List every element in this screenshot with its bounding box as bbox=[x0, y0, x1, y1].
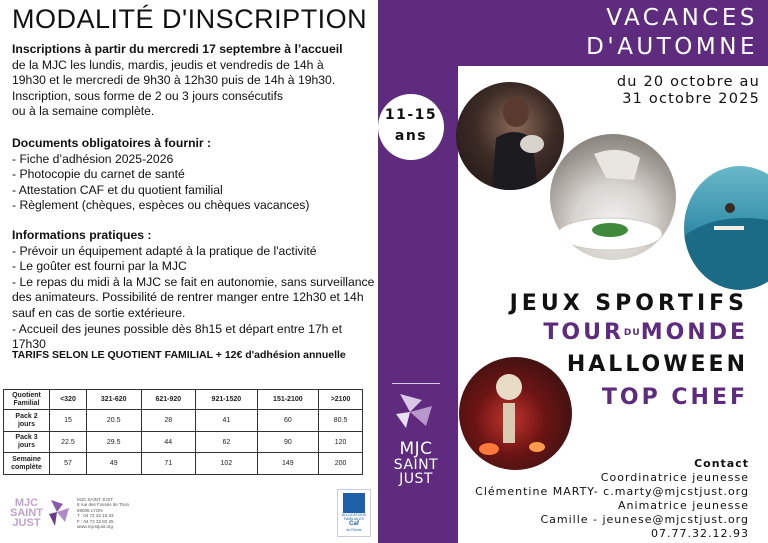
document-item: - Attestation CAF et du quotient familial bbox=[12, 182, 223, 197]
address-line: MJC SAINT JUST bbox=[77, 496, 114, 502]
activity-word: DU bbox=[623, 328, 641, 338]
document-item: - Fiche d’adhésion 2025-2026 bbox=[12, 151, 174, 166]
page-title: MODALITÉ D'INSCRIPTION bbox=[12, 4, 368, 34]
address-line: F : 04 72 32 82 25 bbox=[77, 518, 114, 524]
logo-word: JUST bbox=[399, 471, 433, 487]
dates bbox=[617, 74, 760, 108]
documents-section bbox=[12, 136, 357, 214]
intro-line: 19h30 et le mercredi de 9h30 à 12h30 puis de 14h à 19h30. bbox=[12, 73, 336, 88]
surfer-icon bbox=[684, 166, 768, 290]
halloween-photo bbox=[459, 357, 572, 470]
row-label: Semaine complète bbox=[4, 453, 50, 475]
info-item: - Le goûter est fourni par la MJC bbox=[12, 259, 187, 274]
contact-line: Animatrice jeunesse bbox=[618, 499, 749, 512]
table-column-header: 921-1520 bbox=[196, 390, 258, 410]
activity-halloween: HALLOWEEN bbox=[566, 352, 748, 377]
contact-block bbox=[475, 457, 749, 541]
caf-family-icon bbox=[343, 493, 365, 513]
table-column-header: <320 bbox=[50, 390, 87, 410]
mjc-emblem-icon bbox=[392, 390, 440, 430]
table-cell: 102 bbox=[196, 453, 258, 475]
table-cell: 44 bbox=[141, 432, 196, 453]
tarifs-title: TARIFS SELON LE QUOTIENT FAMILIAL + 12€ d'adhésion annuelle bbox=[12, 349, 346, 361]
logo-word: MJC bbox=[14, 497, 39, 509]
left-panel bbox=[0, 0, 378, 543]
table-column-header: 151-2100 bbox=[257, 390, 319, 410]
mjc-logo-text bbox=[10, 498, 43, 528]
table-cell: 49 bbox=[86, 453, 141, 475]
mjc-logo-big-text bbox=[392, 441, 440, 486]
documents-title: Documents obligatoires à fournir : bbox=[12, 136, 212, 150]
poster-title-line: VACANCES bbox=[606, 5, 758, 31]
info-item: - Prévoir un équipement adapté à la pratique de l'activité bbox=[12, 243, 317, 258]
table-row bbox=[4, 432, 363, 453]
address-line: T : 04 72 32 16 33 bbox=[77, 513, 114, 518]
address-line: 69005 LYON bbox=[77, 507, 103, 513]
logo-word: SAINT bbox=[393, 457, 439, 473]
intro-line: de la MJC les lundis, mardis, jeudis et vendredis de 14h à bbox=[12, 57, 324, 72]
intro-line: Inscriptions à partir du mercredi 17 septembre à l’accueil bbox=[12, 42, 343, 56]
table-cell: 120 bbox=[319, 432, 363, 453]
row-label: Pack 3 jours bbox=[4, 432, 50, 453]
info-item: sauf en cas de sortie extérieure. bbox=[12, 305, 186, 320]
document-item: - Photocopie du carnet de santé bbox=[12, 167, 185, 182]
activity-word: MONDE bbox=[640, 320, 748, 345]
chef-photo bbox=[550, 134, 676, 260]
info-title: Informations pratiques : bbox=[12, 228, 152, 242]
age-unit: ans bbox=[394, 128, 428, 144]
mjc-emblem-icon bbox=[47, 498, 73, 528]
logo-word: JUST bbox=[12, 517, 41, 529]
table-corner: Quotient Familial bbox=[4, 390, 50, 410]
divider bbox=[392, 383, 440, 384]
caf-text: Caf bbox=[349, 521, 359, 527]
document-item: - Règlement (chèques, espèces ou chèques vacances) bbox=[12, 198, 310, 213]
info-item: - Le repas du midi à la MJC se fait en autonomie, sans surveillance bbox=[12, 274, 375, 289]
table-cell: 60 bbox=[257, 410, 319, 432]
table-cell: 15 bbox=[50, 410, 87, 432]
table-cell: 200 bbox=[319, 453, 363, 475]
contact-title: Contact bbox=[694, 457, 749, 470]
table-column-header: >2100 bbox=[319, 390, 363, 410]
chef-plate-icon bbox=[550, 134, 676, 260]
poster-title bbox=[586, 4, 758, 62]
table-cell: 90 bbox=[257, 432, 319, 453]
table-cell: 20.5 bbox=[86, 410, 141, 432]
table-row bbox=[4, 410, 363, 432]
table-column-header: 621-920 bbox=[141, 390, 196, 410]
intro-line: ou à la semaine complète. bbox=[12, 104, 155, 119]
info-section bbox=[12, 228, 377, 353]
age-range: 11-15 bbox=[384, 107, 438, 123]
mjc-logo-big bbox=[392, 383, 440, 486]
table-header-row bbox=[4, 390, 363, 410]
age-badge bbox=[378, 94, 444, 160]
mjc-address bbox=[77, 497, 129, 530]
mjc-logo-small bbox=[10, 489, 140, 537]
row-label: Pack 2 jours bbox=[4, 410, 50, 432]
surf-photo bbox=[684, 166, 768, 290]
table-cell: 28 bbox=[141, 410, 196, 432]
info-item: - Accueil des jeunes possible dès 8h15 et départ entre 17h et 17h30 bbox=[12, 321, 342, 352]
contact-line: 07.77.32.12.93 bbox=[651, 527, 749, 540]
caf-text: du Rhône bbox=[346, 528, 362, 532]
dates-line: 31 octobre 2025 bbox=[622, 91, 760, 107]
caf-logo bbox=[337, 489, 371, 537]
activity-word: TOUR bbox=[543, 320, 624, 345]
info-item: des animateurs. Possibilité de rentrer manger entre 12h30 et 14h bbox=[12, 290, 364, 305]
logo-word: MJC bbox=[399, 439, 433, 459]
logo-word: SAINT bbox=[10, 507, 43, 519]
rugby-player-icon bbox=[456, 82, 564, 190]
table-cell: 62 bbox=[196, 432, 258, 453]
table-cell: 80.5 bbox=[319, 410, 363, 432]
rugby-photo bbox=[456, 82, 564, 190]
address-line: 8 rue des Fossés de Trion bbox=[77, 502, 130, 507]
skeleton-icon bbox=[459, 357, 572, 470]
table-cell: 41 bbox=[196, 410, 258, 432]
table-cell: 22.5 bbox=[50, 432, 87, 453]
activity-top-chef: TOP CHEF bbox=[601, 385, 748, 410]
dates-line: du 20 octobre au bbox=[616, 74, 760, 90]
contact-line: Camille - jeunese@mjcstjust.org bbox=[540, 513, 749, 526]
table-cell: 71 bbox=[141, 453, 196, 475]
intro-text bbox=[12, 42, 357, 120]
contact-line: Coordinatrice jeunesse bbox=[600, 471, 749, 484]
address-line: www.mjcstjust.org bbox=[77, 524, 114, 529]
table-cell: 57 bbox=[50, 453, 87, 475]
table-column-header: 321-620 bbox=[86, 390, 141, 410]
intro-line: Inscription, sous forme de 2 ou 3 jours consécutifs bbox=[12, 88, 283, 103]
tarifs-table bbox=[3, 389, 363, 475]
contact-line: Clémentine MARTY- c.marty@mjcstjust.org bbox=[475, 485, 749, 498]
table-cell: 29.5 bbox=[86, 432, 141, 453]
table-row bbox=[4, 453, 363, 475]
activity-jeux-sportifs: JEUX SPORTIFS bbox=[509, 291, 748, 316]
purple-header bbox=[458, 0, 768, 66]
table-cell: 149 bbox=[257, 453, 319, 475]
activity-tour-du-monde bbox=[543, 320, 748, 345]
caf-text: ALLOCATIONS FAMILIALES bbox=[341, 513, 367, 521]
poster-title-line: D'AUTOMNE bbox=[586, 34, 758, 60]
